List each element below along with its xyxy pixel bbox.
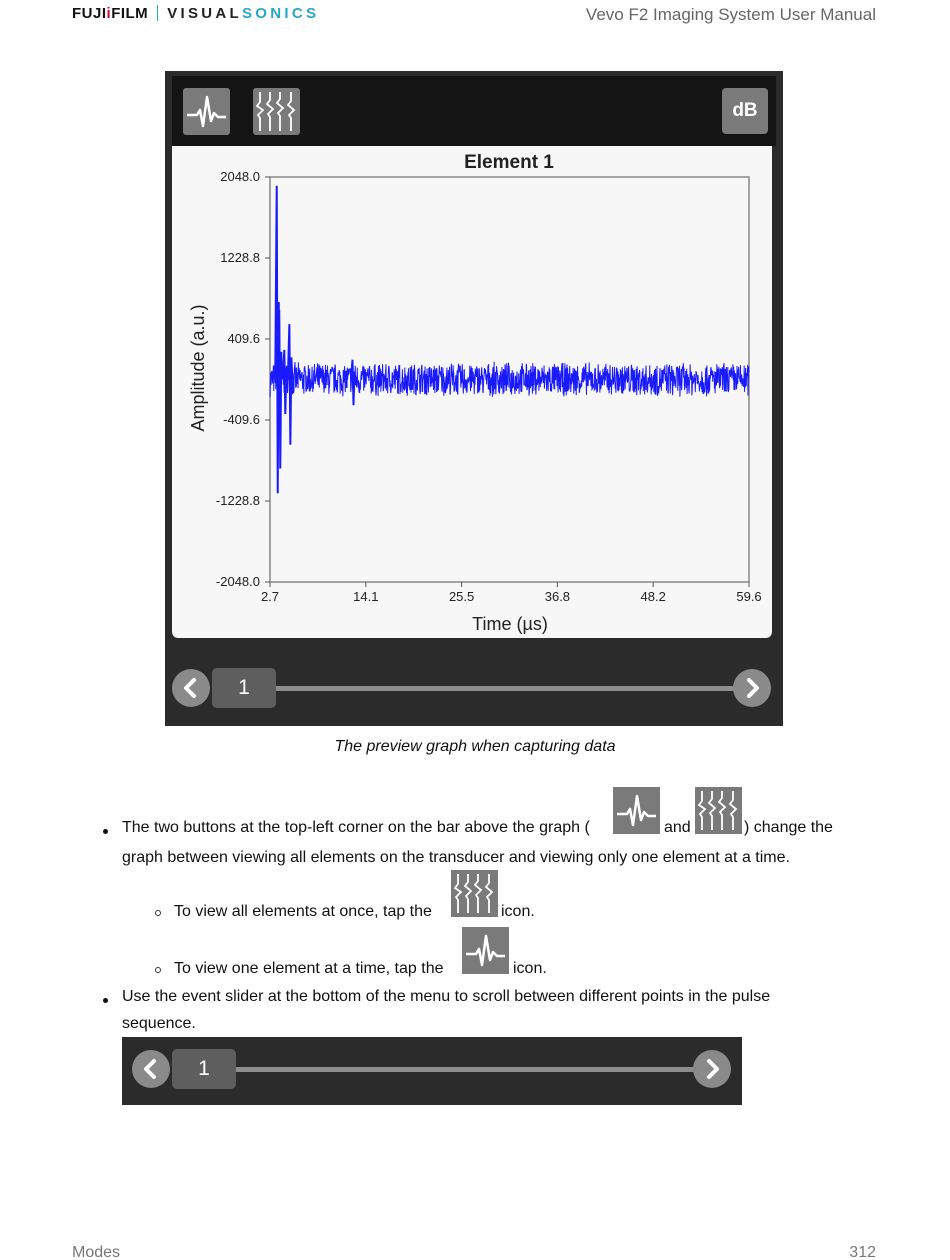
- sub-bullet-circle: [155, 967, 161, 973]
- slider-next-button[interactable]: [693, 1050, 731, 1088]
- y-tick-label: 409.6: [227, 331, 260, 346]
- inline-all-elements-icon: [695, 787, 742, 834]
- logo-divider: [157, 5, 158, 21]
- bullet-dot: [103, 829, 108, 834]
- sub-bullet-2-text: To view one element at a time, tap the: [174, 960, 444, 977]
- slider-prev-button[interactable]: [172, 669, 210, 707]
- chevron-right-icon: [733, 669, 771, 707]
- event-slider-example: [122, 1037, 742, 1105]
- x-axis-label: Time (µs): [472, 614, 548, 634]
- y-axis-label: Amplitude (a.u.): [188, 304, 208, 432]
- slider-prev-button[interactable]: [132, 1050, 170, 1088]
- sub-bullet-circle: [155, 910, 161, 916]
- device-screenshot: [165, 71, 783, 726]
- bullet-2-line-1: Use the event slider at the bottom of the menu to scroll between different points in the pulse: [122, 988, 771, 1005]
- single-element-button[interactable]: [183, 88, 230, 135]
- fujifilm-wordmark: FUJIiFILM: [72, 4, 149, 22]
- inline-single-element-icon: [462, 927, 509, 974]
- single-waveform-icon: [462, 927, 509, 974]
- single-waveform-icon: [613, 787, 660, 834]
- event-slider-panel: [165, 638, 783, 726]
- inline-single-element-icon: [613, 787, 660, 834]
- visualsonics-wordmark: VISUALSONICS: [167, 4, 320, 22]
- slider-track[interactable]: [174, 1067, 724, 1072]
- page-number: 312: [849, 1244, 876, 1260]
- y-tick-label: 2048.0: [220, 169, 260, 184]
- x-tick-label: 48.2: [640, 589, 666, 604]
- footer-section: Modes: [72, 1244, 121, 1260]
- brand-logo: [72, 4, 319, 22]
- multi-waveform-icon: [451, 870, 498, 917]
- bullet-1-and: and: [664, 819, 691, 836]
- y-tick-label: -2048.0: [215, 574, 260, 589]
- all-elements-button[interactable]: [253, 88, 300, 135]
- chart-title: Element 1: [464, 152, 554, 173]
- x-tick-label: 25.5: [448, 589, 475, 604]
- x-tick-label: 14.1: [353, 589, 379, 604]
- multi-waveform-icon: [253, 88, 300, 135]
- inline-all-elements-icon: [451, 870, 498, 917]
- x-tick-label: 2.7: [260, 589, 280, 604]
- waveform-plot: [172, 146, 772, 638]
- x-tick-label: 59.6: [736, 589, 762, 604]
- chart-canvas: [172, 146, 772, 638]
- bullet-1-line-2: graph between viewing all elements on the transducer and viewing only one element at a time.: [122, 849, 790, 866]
- slider-thumb[interactable]: 1: [212, 668, 276, 708]
- db-toggle-button[interactable]: dB: [722, 88, 768, 134]
- bullet-dot: [103, 998, 108, 1003]
- y-tick-label: -409.6: [223, 412, 260, 427]
- x-tick-label: 36.8: [544, 589, 571, 604]
- slider-next-button[interactable]: [733, 669, 771, 707]
- slider-track[interactable]: [220, 686, 760, 691]
- manual-title: Vevo F2 Imaging System User Manual: [585, 5, 876, 24]
- slider-thumb[interactable]: 1: [172, 1049, 236, 1089]
- bullet-1-line-1-start: The two buttons at the top-left corner on the bar above the graph (: [122, 819, 590, 836]
- sub-bullet-1-suffix: icon.: [501, 903, 535, 920]
- bullet-2-line-2: sequence.: [122, 1015, 196, 1032]
- single-waveform-icon: [183, 88, 230, 135]
- figure-caption: The preview graph when capturing data: [334, 738, 616, 755]
- chevron-left-icon: [172, 669, 210, 707]
- y-tick-label: -1228.8: [215, 493, 260, 508]
- y-tick-label: 1228.8: [220, 250, 260, 265]
- chevron-left-icon: [132, 1050, 170, 1088]
- chevron-right-icon: [693, 1050, 731, 1088]
- multi-waveform-icon: [695, 787, 742, 834]
- graph-toolbar: [172, 76, 776, 146]
- bullet-1-line-1-end: ) change the: [744, 819, 833, 836]
- sub-bullet-2-suffix: icon.: [513, 960, 547, 977]
- sub-bullet-1-text: To view all elements at once, tap the: [174, 903, 432, 920]
